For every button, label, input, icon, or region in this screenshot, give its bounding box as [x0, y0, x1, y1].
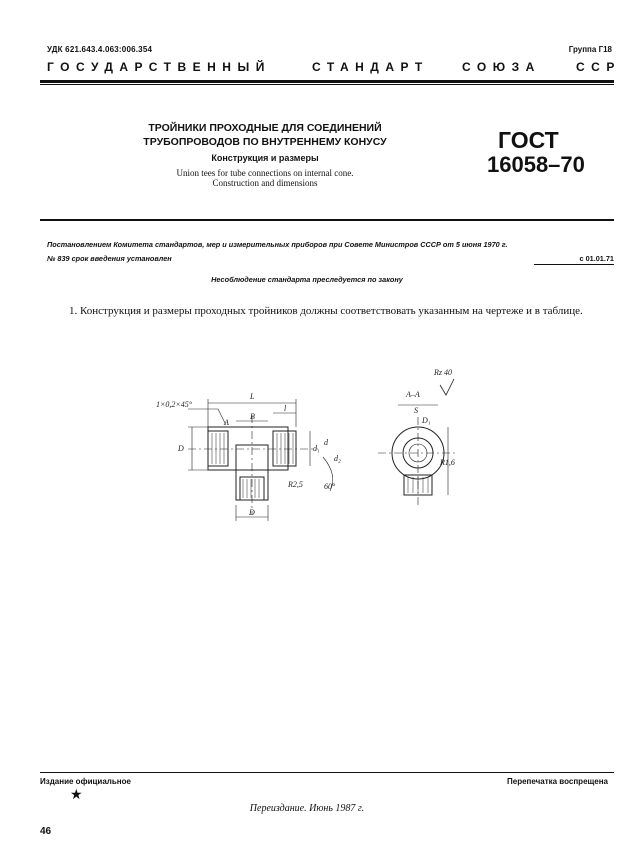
header-rule-thin [40, 84, 614, 85]
technical-drawing [148, 365, 478, 555]
group-code: Группа Г18 [568, 45, 612, 54]
header-rule-thick [40, 80, 614, 83]
reissue-note: Переиздание. Июнь 1987 г. [249, 803, 365, 814]
decree-line-2: № 839 срок введения установлен [47, 254, 172, 263]
clause-1: 1. Конструкция и размеры проходных тройников должны соответствовать указанным на чертеже и в таблице. [69, 305, 583, 317]
chamfer-leader [188, 409, 226, 425]
subtitle-english-line-2: Construction and dimensions [212, 178, 318, 188]
label-dim-D: D [249, 508, 255, 517]
enforcement-note: Несоблюдение стандарта преследуется по закону [211, 275, 403, 284]
banner-word-standard: СТАНДАРТ [312, 60, 429, 74]
label-d: d [324, 438, 328, 447]
label-S: S [414, 406, 418, 415]
label-B: B [250, 412, 255, 421]
title-line-2: ТРУБОПРОВОДОВ ПО ВНУТРЕННЕМУ КОНУСУ [143, 136, 387, 148]
roughness-mark [440, 379, 454, 395]
official-edition: Издание официальное [40, 777, 131, 786]
title-rule [40, 219, 614, 221]
label-d2: d₂ [334, 454, 341, 463]
banner-word-ussr: ССР [576, 60, 621, 74]
decree-line-1: Постановлением Комитета стандартов, мер и измерительных приборов при Совете Министров СССР от 5 июня 1970 г. [47, 240, 508, 249]
banner-word-state: ГОСУДАРСТВЕННЫЙ [47, 60, 271, 74]
label-A-mark: A [224, 418, 229, 427]
subtitle-english-line-1: Union tees for tube connections on internal cone. [176, 168, 354, 178]
effective-date: с 01.01.71 [579, 254, 614, 263]
label-L: L [250, 392, 255, 401]
star-icon: ★ [70, 786, 83, 802]
label-roughness: Rz 40 [434, 368, 452, 377]
label-chamfer: 1×0,2×45° [156, 400, 192, 409]
page-number: 46 [40, 826, 52, 837]
banner-word-union: СОЮЗА [462, 60, 541, 74]
right-thread-end [273, 431, 296, 466]
title-block [120, 121, 410, 188]
label-R16: R1,6 [440, 458, 455, 467]
footer-rule [40, 772, 614, 773]
label-angle: 60° [324, 482, 336, 491]
label-section: А–А [406, 390, 420, 399]
title-line-1: ТРОЙНИКИ ПРОХОДНЫЕ ДЛЯ СОЕДИНЕНИЙ [148, 122, 382, 134]
udc-code: УДК 621.643.4.063:006.354 [47, 45, 153, 54]
dim-D-vertical [188, 427, 208, 470]
label-d1: d₁ [313, 444, 320, 453]
label-D1: D₁ [422, 416, 431, 425]
state-standard-banner [40, 60, 621, 78]
gost-number: 16058–70 [487, 152, 585, 177]
reprint-notice: Перепечатка воспрещена [507, 777, 608, 786]
gost-label: ГОСТ [498, 127, 559, 153]
label-l: l [284, 404, 287, 413]
decree-underline [534, 264, 614, 265]
label-D: D [178, 444, 184, 453]
label-R: R2,5 [288, 480, 303, 489]
subtitle-russian: Конструкция и размеры [211, 153, 319, 163]
left-thread-end [208, 431, 228, 466]
